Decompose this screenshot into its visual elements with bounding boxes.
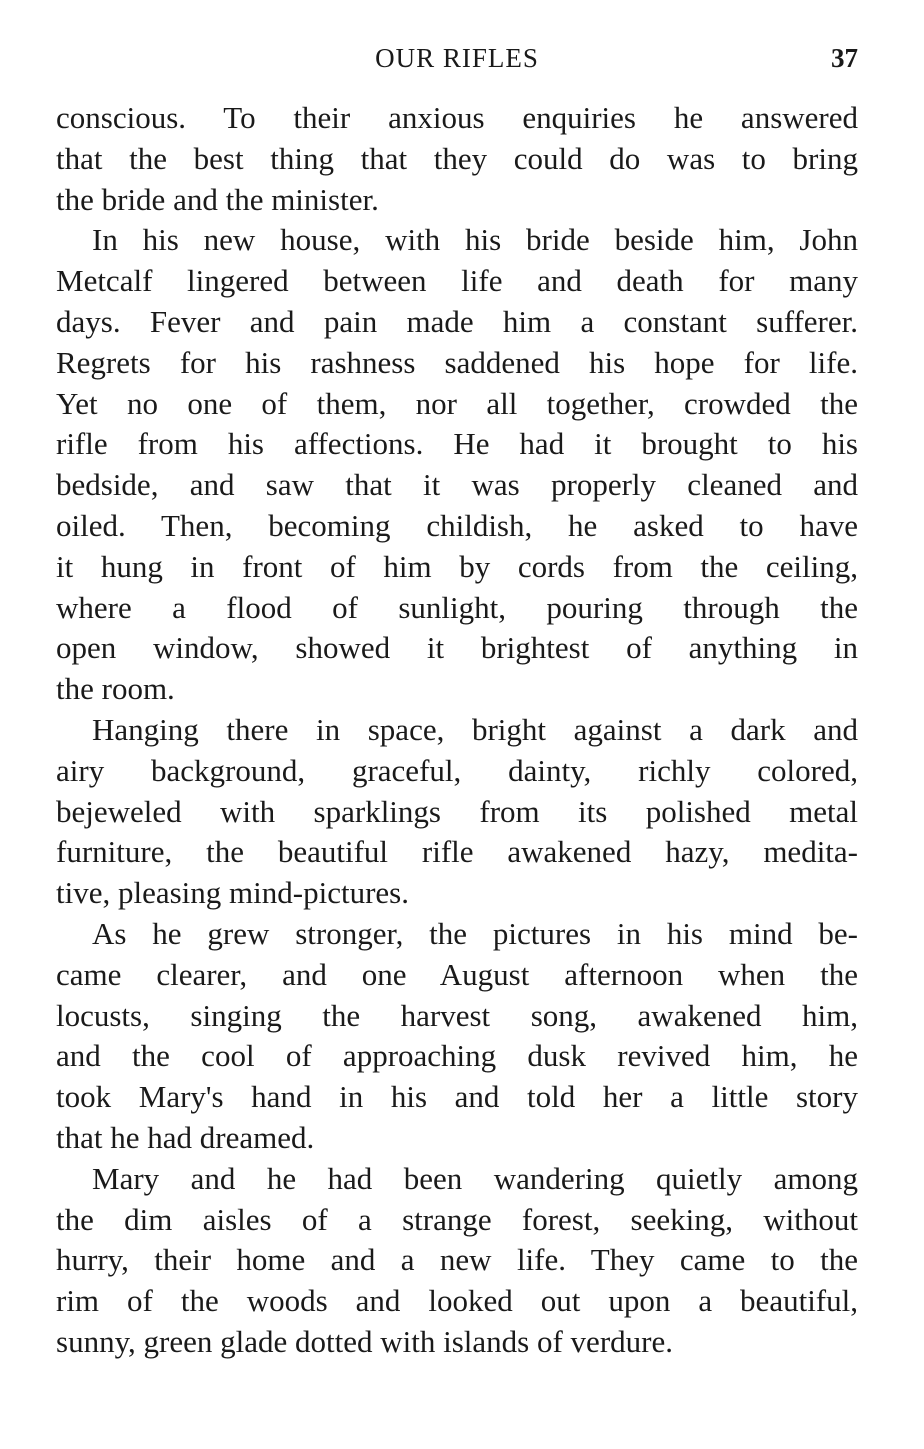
text-line: that he had dreamed.: [56, 1119, 315, 1155]
paragraph: [56, 1159, 858, 1363]
text-line: oiled. Then, becoming childish, he asked to have: [56, 507, 858, 543]
book-page: [56, 0, 858, 1449]
text-line: it hung in front of him by cords from the ceiling,: [56, 548, 858, 584]
running-head: [56, 40, 858, 76]
text-line: days. Fever and pain made him a constant sufferer.: [56, 303, 858, 339]
paragraph: [56, 710, 858, 914]
text-line: As he grew stronger, the pictures in his mind be-: [92, 915, 858, 951]
text-line: Mary and he had been wandering quietly among: [92, 1160, 858, 1196]
text-line: that the best thing that they could do was to bring: [56, 140, 858, 176]
text-line: sunny, green glade dotted with islands of verdure.: [56, 1323, 673, 1359]
text-line: bejeweled with sparklings from its polished metal: [56, 793, 858, 829]
text-line: Regrets for his rashness saddened his hope for life.: [56, 344, 858, 380]
text-line: locusts, singing the harvest song, awakened him,: [56, 997, 858, 1033]
text-line: took Mary's hand in his and told her a little story: [56, 1079, 858, 1115]
body-text: [56, 98, 858, 1363]
text-line: the bride and the minister.: [56, 181, 379, 217]
paragraph: [56, 220, 858, 710]
text-line: where a flood of sunlight, pouring through the: [56, 589, 858, 625]
text-line: rifle from his affections. He had it brought to his: [56, 426, 858, 462]
text-line: Hanging there in space, bright against a dark and: [92, 711, 858, 747]
paragraph: [56, 914, 858, 1159]
text-line: In his new house, with his bride beside him, John: [92, 222, 858, 258]
text-line: open window, showed it brightest of anything in: [56, 630, 858, 666]
text-line: furniture, the beautiful rifle awakened hazy, medita-: [56, 834, 858, 870]
text-line: and the cool of approaching dusk revived him, he: [56, 1038, 858, 1074]
text-line: Metcalf lingered between life and death for many: [56, 263, 858, 299]
text-line: bedside, and saw that it was properly cleaned and: [56, 467, 858, 503]
text-line: tive, pleasing mind-pictures.: [56, 875, 409, 911]
page-number: 37: [831, 43, 858, 73]
text-line: hurry, their home and a new life. They came to the: [56, 1242, 858, 1278]
text-line: the room.: [56, 671, 175, 707]
text-line: airy background, graceful, dainty, richly colored,: [56, 752, 858, 788]
running-title: OUR RIFLES: [375, 43, 539, 73]
text-line: the dim aisles of a strange forest, seeking, without: [56, 1201, 858, 1237]
text-line: rim of the woods and looked out upon a beautiful,: [56, 1283, 858, 1319]
paragraph: [56, 98, 858, 220]
text-line: came clearer, and one August afternoon when the: [56, 956, 858, 992]
text-line: Yet no one of them, nor all together, crowded the: [56, 385, 858, 421]
text-line: conscious. To their anxious enquiries he answered: [56, 100, 858, 135]
